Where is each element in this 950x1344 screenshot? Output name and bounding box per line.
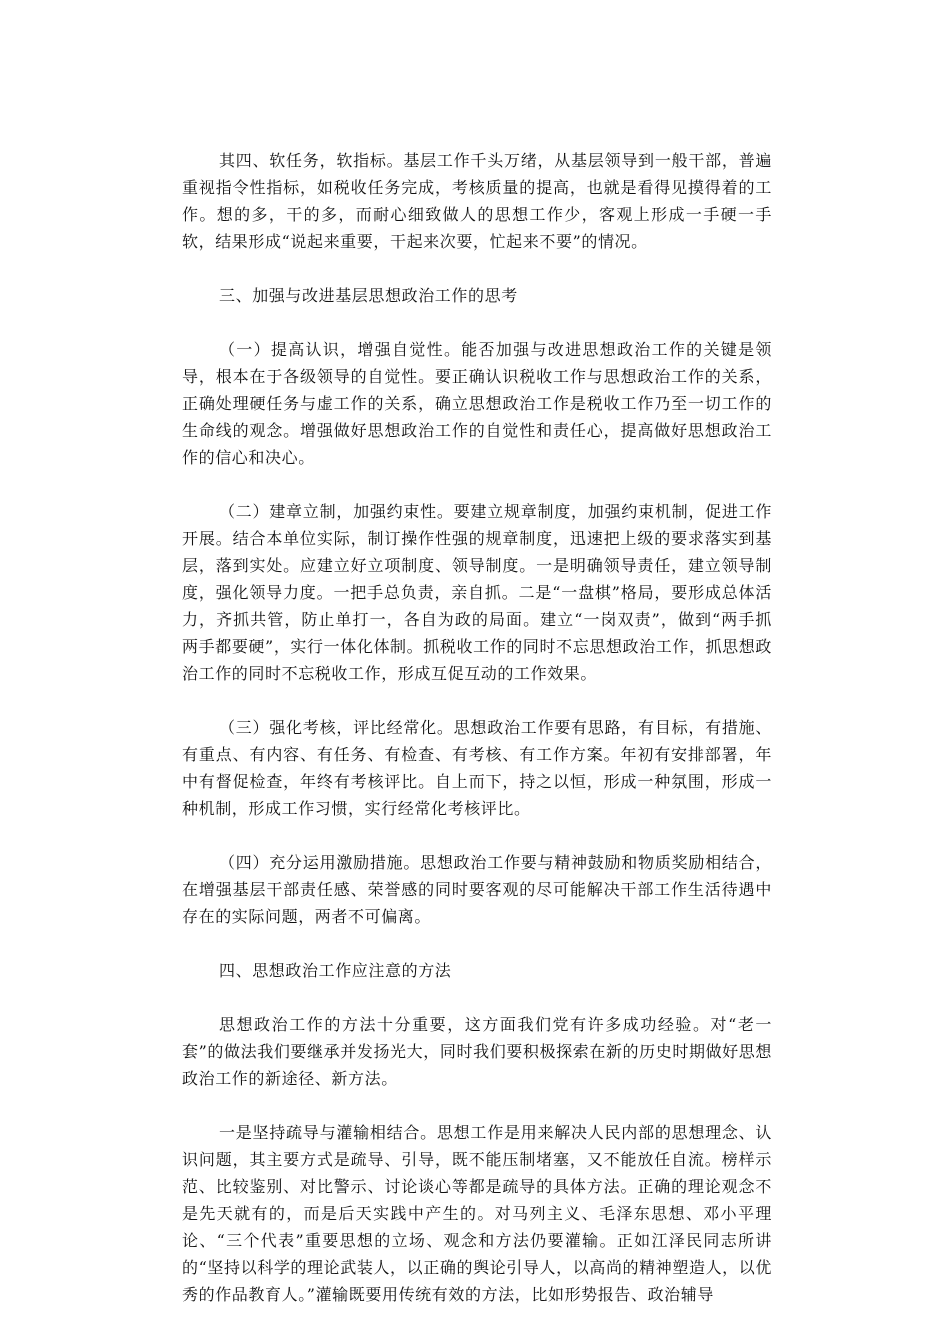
paragraph-method-one: 一是坚持疏导与灌输相结合。思想工作是用来解决人民内部的思想理念、认识问题，其主要方式是疏导、引导，既不能压制堵塞，又不能放任自流。榜样示范、比较鉴别、对比警示、讨论谈心等都是疏导的具体方法。正确的理论观念不是先天就有的，而是后天实践中产生的。对马列主义、毛泽东思想、邓小平理论、“三个代表”重要思想的立场、观念和方法仍要灌输。正如江泽民同志所讲的“坚持以科学的理论武装人，以正确的舆论引导人，以高尚的精神塑造人，以优秀的作品教育人。”灌输既要用传统有效的方法，比如形势报告、政治辅导: [182, 1123, 772, 1304]
paragraph-point-four: 其四、软任务，软指标。基层工作千头万绪，从基层领导到一般干部，普遍重视指令性指标，如税收任务完成，考核质量的提高，也就是看得见摸得着的工作。想的多，干的多，而耐心细致做人的思想工作少，客观上形成一手硬一手软，结果形成“说起来重要，干起来次要，忙起来不要”的情况。: [182, 151, 772, 251]
paragraph-methods-intro: 思想政治工作的方法十分重要，这方面我们党有许多成功经验。对“老一套”的做法我们要继承并发扬光大，同时我们要积极探索在新的历史时期做好思想政治工作的新途径、新方法。: [182, 1015, 772, 1088]
paragraph-item-four: （四）充分运用激励措施。思想政治工作要与精神鼓励和物质奖励相结合，在增强基层干部责任感、荣誉感的同时要客观的尽可能解决干部工作生活待遇中存在的实际问题，两者不可偏离。: [182, 853, 772, 926]
paragraph-item-one: （一）提高认识，增强自觉性。能否加强与改进思想政治工作的关键是领导，根本在于各级领导的自觉性。要正确认识税收工作与思想政治工作的关系，正确处理硬任务与虚工作的关系，确立思想政治工作是税收工作乃至一切工作的生命线的观念。增强做好思想政治工作的自觉性和责任心，提高做好思想政治工作的信心和决心。: [182, 340, 772, 467]
section-heading-three: 三、加强与改进基层思想政治工作的思考: [219, 286, 518, 305]
paragraph-item-three: （三）强化考核，评比经常化。思想政治工作要有思路，有目标，有措施、有重点、有内容、有任务、有检查、有考核、有工作方案。年初有安排部署，年中有督促检查，年终有考核评比。自上而下，持之以恒，形成一种氛围，形成一种机制，形成工作习惯，实行经常化考核评比。: [182, 718, 772, 818]
paragraph-item-two: （二）建章立制，加强约束性。要建立规章制度，加强约束机制，促进工作开展。结合本单位实际，制订操作性强的规章制度，迅速把上级的要求落实到基层，落到实处。应建立好立项制度、领导制度。一是明确领导责任，建立领导制度，强化领导力度。一把手总负责，亲自抓。二是“一盘棋”格局，要形成总体活力，齐抓共管，防止单打一，各自为政的局面。建立“一岗双责”，做到“两手抓两手都要硬”，实行一体化体制。抓税收工作的同时不忘思想政治工作，抓思想政治工作的同时不忘税收工作，形成互促互动的工作效果。: [182, 502, 772, 683]
document-page: [182, 147, 772, 1335]
section-heading-four: 四、思想政治工作应注意的方法: [219, 961, 452, 980]
